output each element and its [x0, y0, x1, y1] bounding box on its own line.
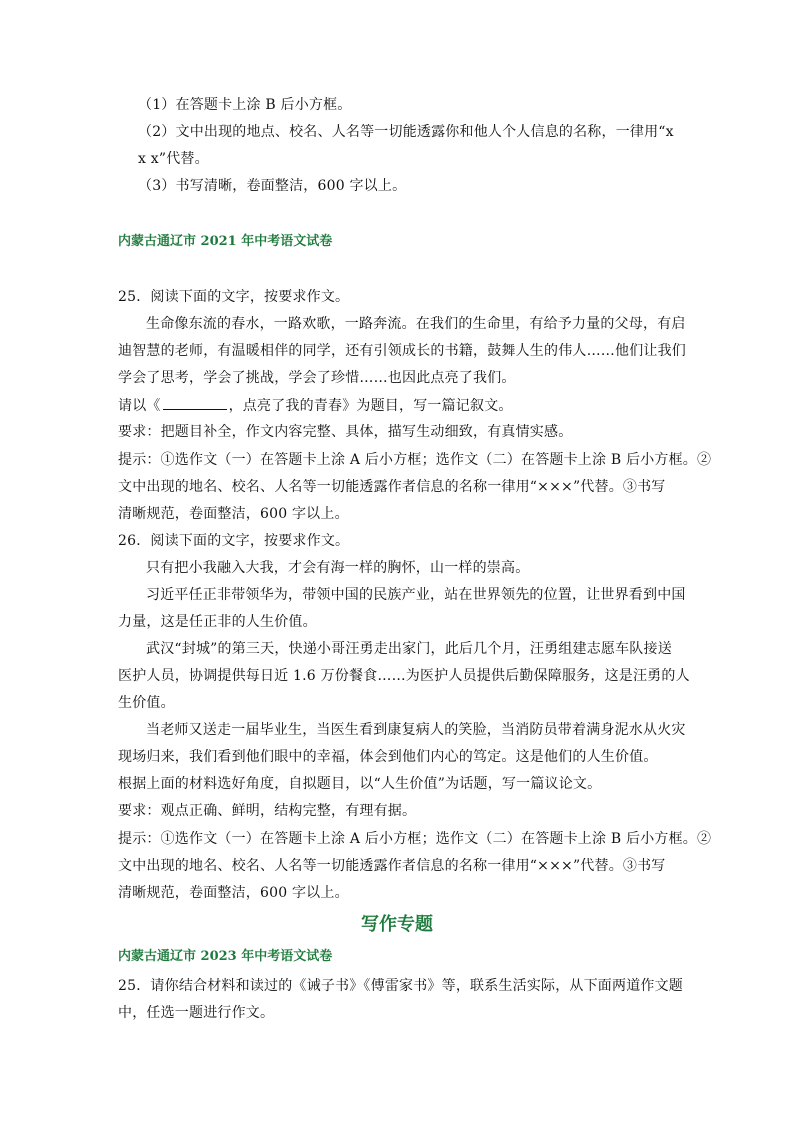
source-2023-heading: 内蒙古通辽市 2023 年中考语文试卷 [118, 949, 333, 964]
q25-tip-line: 提示：①选作文（一）在答题卡上涂 A 后小方框；选作文（二）在答题卡上涂 B 后小方框。② [118, 452, 712, 468]
source-2021-heading: 内蒙古通辽市 2021 年中考语文试卷 [118, 234, 333, 249]
q26-paragraph-line: 现场归来，我们看到他们眼中的幸福，体会到他们内心的笃定。这是他们的人生价值。 [118, 749, 658, 765]
q25-prompt [118, 395, 513, 416]
fill-in-blank [163, 395, 227, 410]
q25-tip-line: 文中出现的地名、校名、人名等一切能透露作者信息的名称一律用“×××”代替。③书写 [118, 479, 666, 495]
q26-paragraph-line: 武汉“封城”的第三天，快递小哥汪勇走出家门，此后几个月，汪勇组建志愿车队接送 [146, 641, 672, 657]
q26-task: 根据上面的材料选好角度，自拟题目，以“人生价值”为话题，写一篇议论文。 [118, 776, 602, 792]
q26-title: 26．阅读下面的文字，按要求作文。 [118, 533, 350, 549]
q26-paragraph-line: 习近平任正非带领华为，带领中国的民族产业，站在世界领先的位置，让世界看到中国 [146, 587, 686, 603]
q26-tip-line: 文中出现的地名、校名、人名等一切能透露作者信息的名称一律用“×××”代替。③书写 [118, 858, 666, 874]
q26-tip-line: 提示：①选作文（一）在答题卡上涂 A 后小方框；选作文（二）在答题卡上涂 B 后小方框。② [118, 831, 712, 847]
q25-2023-line: 中，任选一题进行作文。 [118, 1005, 275, 1021]
instruction-1: （1）在答题卡上涂 B 后小方框。 [138, 97, 352, 113]
instruction-3: （3）书写清晰，卷面整洁，600 字以上。 [138, 178, 407, 194]
q25-prompt-suffix: ，点亮了我的青春》为题目，写一篇记叙文。 [228, 398, 513, 414]
q25-paragraph-line: 学会了思考，学会了挑战，学会了珍惜……也因此点亮了我们。 [118, 370, 516, 386]
section-heading: 写作专题 [361, 914, 433, 935]
q25-paragraph-line: 生命像东流的春水，一路欢歌，一路奔流。在我们的生命里，有给予力量的父母，有启 [146, 316, 686, 332]
q26-paragraph-line: 力量，这是任正非的人生价值。 [118, 614, 317, 630]
q26-paragraph-line: 生价值。 [118, 695, 175, 711]
q26-requirement: 要求：观点正确、鲜明，结构完整，有理有据。 [118, 803, 417, 819]
q26-tip-line: 清晰规范，卷面整洁，600 字以上。 [118, 885, 349, 901]
q25-title: 25．阅读下面的文字，按要求作文。 [118, 289, 350, 305]
q26-paragraph-line: 只有把小我融入大我，才会有海一样的胸怀，山一样的崇高。 [146, 560, 530, 576]
instruction-2-cont: x x”代替。 [138, 151, 209, 167]
q25-prompt-prefix: 请以《 [118, 398, 161, 414]
q25-paragraph-line: 迪智慧的老师，有温暖相伴的同学，还有引领成长的书籍，鼓舞人生的伟人……他们让我们 [118, 343, 686, 359]
q25-2023-line: 25．请你结合材料和读过的《诫子书》《傅雷家书》等，联系生活实际，从下面两道作文题 [118, 978, 684, 994]
instruction-2: （2）文中出现的地点、校名、人名等一切能透露你和他人个人信息的名称，一律用“x [138, 124, 674, 140]
q26-paragraph-line: 当老师又送走一届毕业生，当医生看到康复病人的笑脸，当消防员带着满身泥水从火灾 [146, 722, 686, 738]
q25-tip-line: 清晰规范，卷面整洁，600 字以上。 [118, 506, 349, 522]
q25-requirement: 要求：把题目补全，作文内容完整、具体，描写生动细致，有真情实感。 [118, 424, 573, 440]
q26-paragraph-line: 医护人员，协调提供每日近 1.6 万份餐食……为医护人员提供后勤保障服务，这是汪勇的人 [118, 668, 690, 684]
